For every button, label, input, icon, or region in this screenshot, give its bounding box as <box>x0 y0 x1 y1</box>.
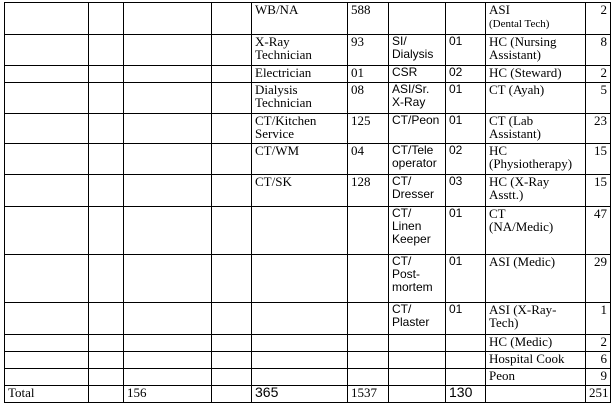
total-col9: 251 <box>586 386 611 403</box>
table-cell <box>89 207 124 255</box>
post-name-cell: X-Ray Technician <box>252 35 348 66</box>
table-cell <box>124 3 212 35</box>
post-count-cell: 15 <box>586 144 611 175</box>
table-cell <box>89 255 124 303</box>
post-name-cell: ASI (X-Ray- Tech) <box>486 303 586 335</box>
table-row <box>5 144 611 175</box>
post-name-cell: Peon <box>486 369 586 386</box>
post-count-cell: 01 <box>446 114 486 144</box>
post-name-cell: CT/Tele operator <box>389 144 446 175</box>
table-row <box>5 3 611 35</box>
table-cell <box>5 303 89 335</box>
post-name-cell: CT/ Dresser <box>389 175 446 207</box>
table-row <box>5 66 611 83</box>
table-cell <box>5 255 89 303</box>
post-name-cell: CT (NA/Medic) <box>486 207 586 255</box>
table-cell <box>212 3 252 35</box>
post-count-cell <box>446 335 486 352</box>
table-cell <box>124 369 212 386</box>
post-count-cell <box>348 352 389 369</box>
post-name-cell <box>252 369 348 386</box>
table-cell <box>212 144 252 175</box>
post-name-cell: CT/WM <box>252 144 348 175</box>
table-cell <box>212 114 252 144</box>
post-count-cell: 1 <box>586 303 611 335</box>
table-cell <box>89 35 124 66</box>
table-cell <box>124 83 212 114</box>
post-count-cell: 01 <box>446 255 486 303</box>
post-count-cell: 9 <box>586 369 611 386</box>
post-count-cell <box>348 207 389 255</box>
table-cell <box>124 255 212 303</box>
total-col5: 1537 <box>348 386 389 403</box>
post-count-cell <box>348 255 389 303</box>
post-name-cell <box>389 369 446 386</box>
post-name-cell <box>252 335 348 352</box>
post-name-cell: HC (X-Ray Asstt.) <box>486 175 586 207</box>
post-count-cell <box>446 369 486 386</box>
table-cell <box>124 35 212 66</box>
table-row <box>5 114 611 144</box>
post-name-cell: CT (Lab Assistant) <box>486 114 586 144</box>
post-count-cell: 47 <box>586 207 611 255</box>
table-cell <box>124 114 212 144</box>
table-cell <box>89 83 124 114</box>
table-cell <box>5 369 89 386</box>
total-cell <box>486 386 586 403</box>
post-count-cell: 128 <box>348 175 389 207</box>
table-cell <box>89 335 124 352</box>
table-cell <box>212 35 252 66</box>
table-cell <box>212 207 252 255</box>
table-row <box>5 303 611 335</box>
table-cell <box>212 255 252 303</box>
table-row <box>5 35 611 66</box>
table-cell <box>89 114 124 144</box>
post-count-cell: 2 <box>586 335 611 352</box>
post-name-cell <box>389 352 446 369</box>
post-name-cell: CT/ Plaster <box>389 303 446 335</box>
post-name-cell <box>252 255 348 303</box>
table-cell <box>5 175 89 207</box>
table-row <box>5 255 611 303</box>
post-count-cell <box>446 352 486 369</box>
table-cell <box>212 66 252 83</box>
table-cell <box>124 335 212 352</box>
table-cell <box>5 35 89 66</box>
total-col7: 130 <box>446 386 486 403</box>
post-name-cell <box>252 207 348 255</box>
table-cell <box>5 352 89 369</box>
total-cell <box>89 386 124 403</box>
post-count-cell: 01 <box>446 35 486 66</box>
post-count-cell: 6 <box>586 352 611 369</box>
post-count-cell: 93 <box>348 35 389 66</box>
post-count-cell: 02 <box>446 144 486 175</box>
post-count-cell: 08 <box>348 83 389 114</box>
table-cell <box>89 303 124 335</box>
post-count-cell <box>348 369 389 386</box>
post-name-cell: HC (Physiotherapy) <box>486 144 586 175</box>
post-count-cell: 15 <box>586 175 611 207</box>
post-name-cell: HC (Steward) <box>486 66 586 83</box>
post-name-cell: CSR <box>389 66 446 83</box>
total-cell <box>389 386 446 403</box>
post-name-cell: SI/ Dialysis <box>389 35 446 66</box>
table-row <box>5 83 611 114</box>
table-cell <box>124 175 212 207</box>
total-cell <box>212 386 252 403</box>
post-count-cell <box>348 335 389 352</box>
table-cell <box>89 369 124 386</box>
table-cell <box>5 114 89 144</box>
table-cell <box>89 3 124 35</box>
post-name-cell: CT/ Linen Keeper <box>389 207 446 255</box>
post-name-cell: CT/Kitchen Service <box>252 114 348 144</box>
table-cell <box>212 369 252 386</box>
table-cell <box>89 66 124 83</box>
total-col2: 156 <box>124 386 212 403</box>
table-cell <box>5 207 89 255</box>
post-name-cell: CT (Ayah) <box>486 83 586 114</box>
post-count-cell: 2 <box>586 66 611 83</box>
post-count-cell: 04 <box>348 144 389 175</box>
table-cell <box>5 66 89 83</box>
table-cell <box>5 335 89 352</box>
table-row <box>5 352 611 369</box>
table-row <box>5 335 611 352</box>
post-count-cell: 02 <box>446 66 486 83</box>
post-name-cell <box>252 352 348 369</box>
post-count-cell: 5 <box>586 83 611 114</box>
post-name-cell: WB/NA <box>252 3 348 35</box>
table-cell <box>89 352 124 369</box>
post-name-cell: Electrician <box>252 66 348 83</box>
post-count-cell: 2 <box>586 3 611 35</box>
post-count-cell: 01 <box>446 83 486 114</box>
table-cell <box>212 352 252 369</box>
total-row <box>5 386 611 403</box>
post-count-cell <box>348 303 389 335</box>
table-cell <box>5 83 89 114</box>
post-count-cell: 01 <box>446 207 486 255</box>
table-cell <box>124 207 212 255</box>
table-cell <box>124 352 212 369</box>
post-name-cell: CT/Peon <box>389 114 446 144</box>
table-cell <box>5 3 89 35</box>
table-cell <box>212 335 252 352</box>
post-name-cell <box>389 3 446 35</box>
post-count-cell: 8 <box>586 35 611 66</box>
table-cell <box>5 144 89 175</box>
post-name-cell: CT/ Post- mortem <box>389 255 446 303</box>
post-count-cell: 588 <box>348 3 389 35</box>
total-label: Total <box>5 386 89 403</box>
post-count-cell: 23 <box>586 114 611 144</box>
post-name-cell: HC (Medic) <box>486 335 586 352</box>
post-name-cell: HC (Nursing Assistant) <box>486 35 586 66</box>
post-name-cell: ASI (Medic) <box>486 255 586 303</box>
table-cell <box>89 144 124 175</box>
post-name-sub: (Dental Tech) <box>489 18 550 30</box>
post-count-cell <box>446 3 486 35</box>
post-count-cell: 01 <box>446 303 486 335</box>
table-cell <box>212 175 252 207</box>
post-name-cell <box>389 335 446 352</box>
post-name-cell: Hospital Cook <box>486 352 586 369</box>
post-count-cell: 01 <box>348 66 389 83</box>
post-name-cell: ASI/Sr. X-Ray <box>389 83 446 114</box>
table-cell <box>89 175 124 207</box>
post-name: ASI <box>489 2 510 17</box>
table-row <box>5 207 611 255</box>
staff-table <box>4 2 611 403</box>
post-count-cell: 29 <box>586 255 611 303</box>
table-row <box>5 175 611 207</box>
table-cell <box>124 144 212 175</box>
post-count-cell: 03 <box>446 175 486 207</box>
table-row <box>5 369 611 386</box>
total-col3: 365 <box>252 386 348 403</box>
table-cell <box>212 83 252 114</box>
table-cell <box>124 303 212 335</box>
post-name-cell: CT/SK <box>252 175 348 207</box>
post-name-cell: Dialysis Technician <box>252 83 348 114</box>
post-name-cell <box>252 303 348 335</box>
post-count-cell: 125 <box>348 114 389 144</box>
table-cell <box>212 303 252 335</box>
post-name-cell <box>486 3 586 35</box>
table-cell <box>124 66 212 83</box>
